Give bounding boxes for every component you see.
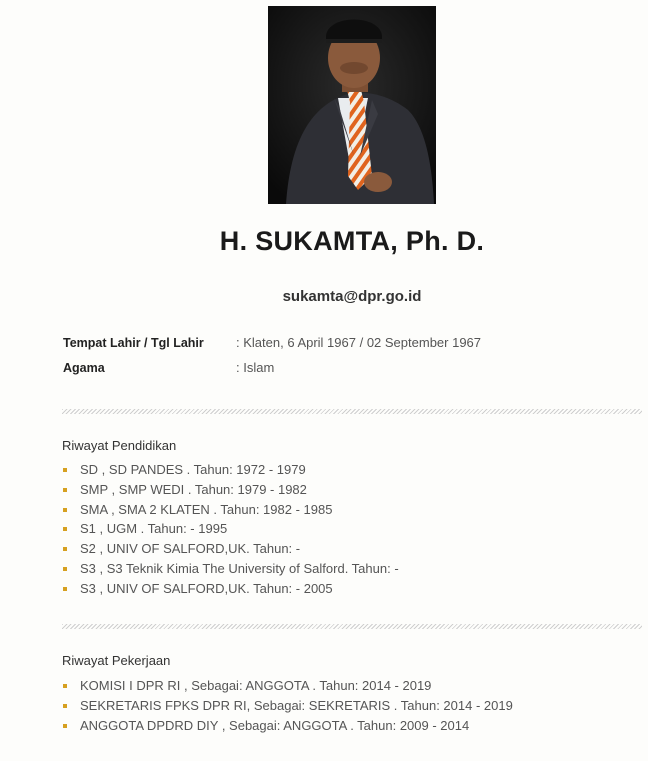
personal-info-table bbox=[63, 334, 481, 384]
profile-photo bbox=[268, 6, 436, 204]
list-item-text: SD , SD PANDES . Tahun: 1972 - 1979 bbox=[80, 462, 306, 477]
bullet-icon bbox=[63, 488, 67, 492]
list-item-text: S3 , UNIV OF SALFORD,UK. Tahun: - 2005 bbox=[80, 580, 333, 596]
list-item bbox=[62, 460, 399, 480]
list-item bbox=[62, 519, 399, 539]
list-item-text: SMP , SMP WEDI . Tahun: 1979 - 1982 bbox=[80, 481, 307, 497]
bullet-icon bbox=[63, 468, 67, 472]
list-item-text: S2 , UNIV OF SALFORD,UK. Tahun: - bbox=[80, 541, 301, 557]
list-item bbox=[62, 716, 513, 736]
career-section-title: Riwayat Pekerjaan bbox=[62, 653, 171, 668]
list-item bbox=[62, 579, 399, 599]
bullet-icon bbox=[63, 547, 67, 551]
info-label-birth: Tempat Lahir / Tgl Lahir bbox=[63, 336, 204, 350]
info-value-birth: : Klaten, 6 April 1967 / 02 September 1967 bbox=[236, 334, 481, 359]
bullet-icon bbox=[63, 587, 67, 591]
list-item bbox=[62, 539, 399, 559]
bullet-icon bbox=[63, 724, 67, 728]
list-item-text: SEKRETARIS FPKS DPR RI, Sebagai: SEKRETARIS . Tahun: 2014 - 2019 bbox=[80, 697, 513, 713]
section-divider bbox=[62, 409, 642, 414]
list-item bbox=[62, 559, 399, 579]
info-value-religion: : Islam bbox=[236, 359, 274, 384]
section-divider bbox=[62, 624, 642, 629]
info-label-religion: Agama bbox=[63, 361, 105, 375]
profile-name: H. SUKAMTA, Ph. D. bbox=[219, 226, 485, 256]
list-item bbox=[62, 696, 513, 716]
list-item-text: ANGGOTA DPDRD DIY , Sebagai: ANGGOTA . Tahun: 2009 - 2014 bbox=[80, 717, 470, 733]
list-item bbox=[62, 500, 399, 520]
bullet-icon bbox=[63, 684, 67, 688]
info-row-religion bbox=[63, 359, 481, 384]
profile-email[interactable]: sukamta@dpr.go.id bbox=[282, 288, 422, 305]
list-item-text: SMA , SMA 2 KLATEN . Tahun: 1982 - 1985 bbox=[80, 501, 333, 517]
list-item-text: S3 , S3 Teknik Kimia The University of Salford. Tahun: - bbox=[80, 560, 399, 576]
bullet-icon bbox=[63, 567, 67, 571]
list-item-text: KOMISI I DPR RI , Sebagai: ANGGOTA . Tahun: 2014 - 2019 bbox=[80, 678, 432, 693]
list-item bbox=[62, 480, 399, 500]
list-item-text: S1 , UGM . Tahun: - 1995 bbox=[80, 521, 228, 537]
education-section-title: Riwayat Pendidikan bbox=[62, 438, 177, 453]
career-list bbox=[62, 676, 513, 735]
bullet-icon bbox=[63, 508, 67, 512]
bullet-icon bbox=[63, 527, 67, 531]
bullet-icon bbox=[63, 704, 67, 708]
info-row-birth bbox=[63, 334, 481, 359]
education-list bbox=[62, 460, 399, 599]
list-item bbox=[62, 676, 513, 696]
